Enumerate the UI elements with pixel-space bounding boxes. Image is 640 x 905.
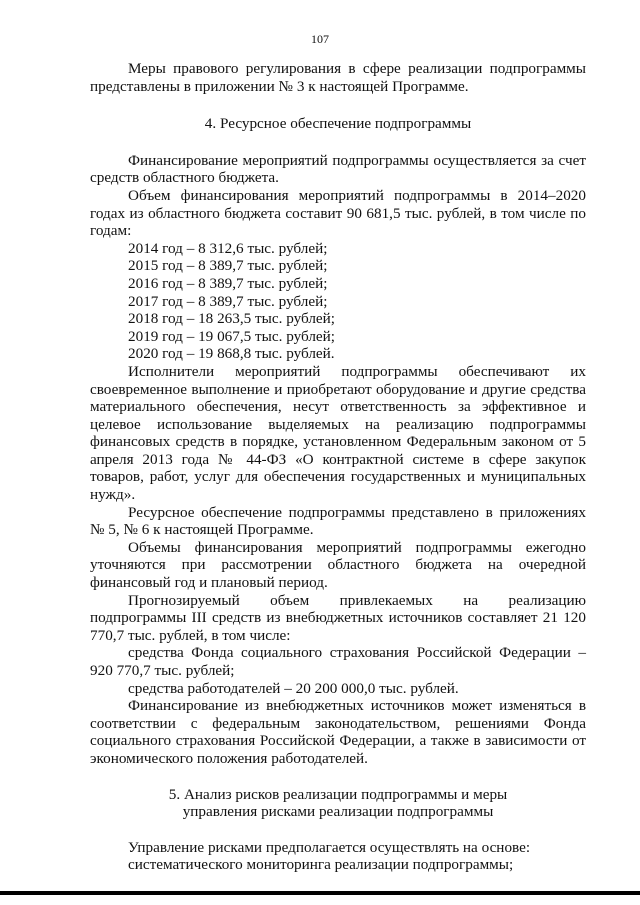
- resource-appendix-paragraph: Ресурсное обеспечение подпрограммы представлено в приложениях № 5, № 6 к настоящей Программе.: [90, 503, 586, 539]
- section-4-heading: 4. Ресурсное обеспечение подпрограммы: [204, 115, 472, 133]
- section-5-heading: [90, 786, 586, 821]
- forecast-volume-line: Прогнозируемый объем привлекаемых на реализацию: [128, 591, 586, 609]
- year-item: 2019 год – 19 067,5 тыс. рублей;: [128, 327, 336, 345]
- extrabudgetary-change-paragraph: Финансирование из внебюджетных источников может изменяться в соответствии с федеральным законодательством, решениями Фонда социального страхования Российской Федерации, а также в зависимости от экономического положения работодателей.: [90, 697, 586, 767]
- legal-regulation-paragraph: Меры правового регулирования в сфере реализации подпрограммы представлены в приложении № 3 к настоящей Программе.: [90, 60, 586, 95]
- year-item: 2015 год – 8 389,7 тыс. рублей;: [128, 257, 328, 275]
- monitoring-paragraph: систематического мониторинга реализации подпрограммы;: [128, 856, 514, 874]
- bottom-border-line: [0, 891, 640, 895]
- year-item: 2020 год – 19 868,8 тыс. рублей.: [128, 345, 335, 363]
- risk-management-paragraph: Управление рисками предполагается осуществлять на основе:: [128, 838, 531, 856]
- year-item: 2014 год – 8 312,6 тыс. рублей;: [128, 239, 328, 257]
- page-number: 107: [311, 32, 329, 46]
- year-item: 2018 год – 18 263,5 тыс. рублей;: [128, 310, 336, 328]
- document-body: [90, 60, 586, 874]
- annual-adjustment-paragraph: Объемы финансирования мероприятий подпрограммы ежегодно уточняются при рассмотрении областного бюджета на очередной финансовый год и плановый период.: [90, 538, 586, 592]
- social-fund-paragraph: средства Фонда социального страхования Российской Федерации – 920 770,7 тыс. рублей;: [90, 644, 586, 679]
- executors-paragraph: Исполнители мероприятий подпрограммы обеспечивают их своевременное выполнение и приобретают оборудование и другие средства материального обеспечения, несут ответственность за эффективное и целевое использование выделяемых на реализацию подпрограммы финансовых средств в порядке, установленном Федеральным законом от 5 апреля 2013 года № 44-ФЗ «О контрактной системе в сфере закупок товаров, работ, услуг для обеспечения государственных и муниципальных нужд».: [90, 362, 586, 504]
- section-5-heading-line: управления рисками реализации подпрограммы: [182, 803, 494, 821]
- financing-source-paragraph: Финансирование мероприятий подпрограммы осуществляется за счет средств областного бюджета.: [90, 151, 586, 187]
- section-5-heading-line: 5. Анализ рисков реализации подпрограммы и меры: [168, 785, 508, 803]
- year-item: 2017 год – 8 389,7 тыс. рублей;: [128, 292, 328, 310]
- financing-volume-paragraph: Объем финансирования мероприятий подпрограммы в 2014–2020 годах из областного бюджета составит 90 681,5 тыс. рублей, в том числе по годам:: [90, 186, 586, 240]
- yearly-financing-list: [90, 240, 586, 363]
- year-item: 2016 год – 8 389,7 тыс. рублей;: [128, 274, 328, 292]
- employers-funds-paragraph: средства работодателей – 20 200 000,0 тыс. рублей.: [128, 679, 459, 697]
- extrabudgetary-paragraph: подпрограммы III средств из внебюджетных источников составляет 21 120 770,7 тыс. рублей, в том числе:: [90, 609, 586, 644]
